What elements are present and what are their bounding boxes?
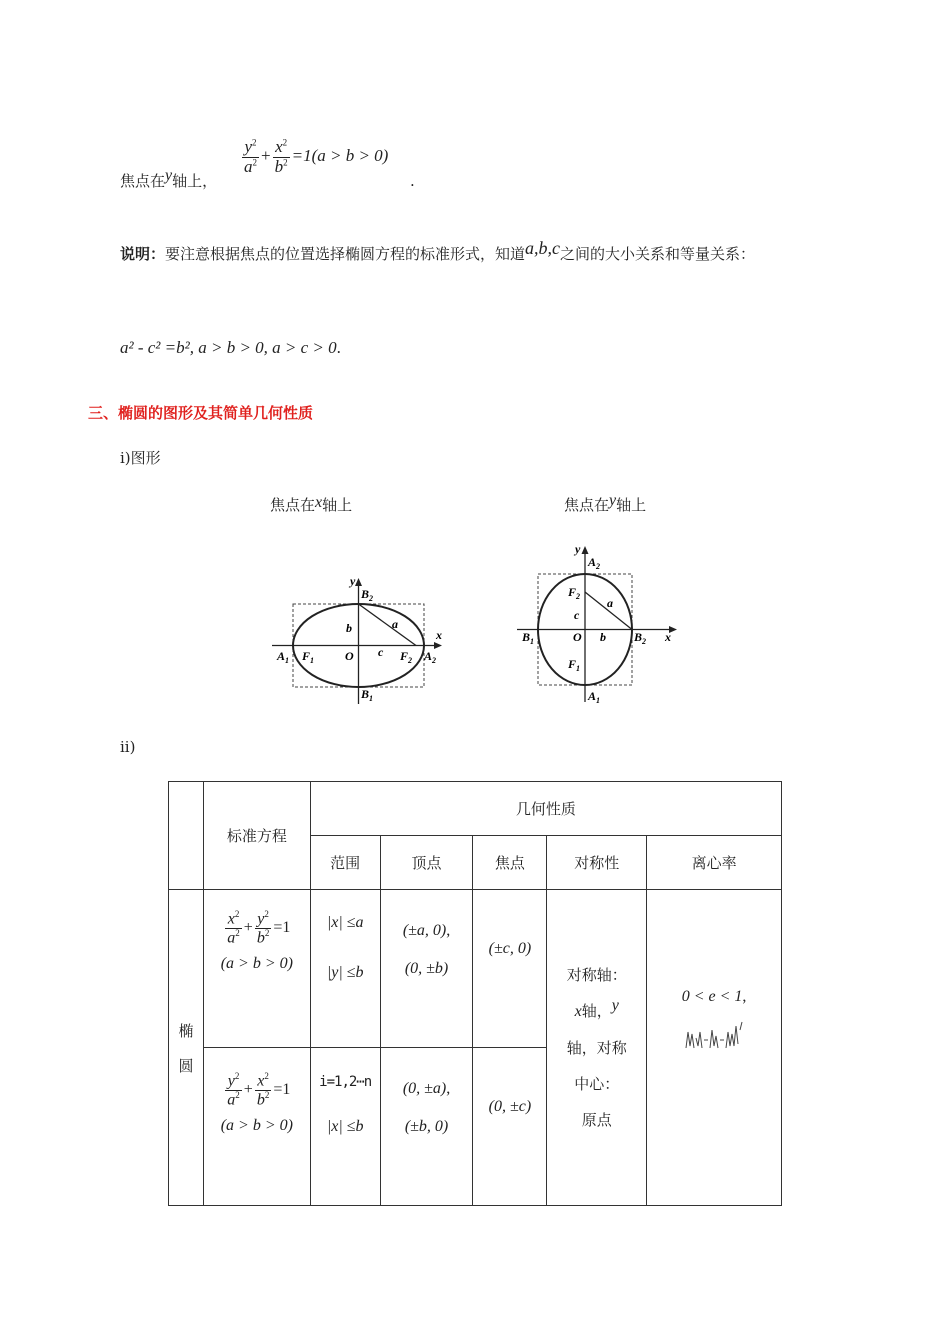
relation-equation: a² - c² =b², a > b > 0, a > c > 0. — [120, 338, 341, 357]
header-range: 范围 — [310, 836, 380, 890]
symmetry-cell: 对称轴： x轴，y 轴，对称 中心： 原点 — [547, 890, 647, 1206]
label-b: b — [600, 630, 606, 644]
focus-f1: $F_1$ — [302, 649, 315, 665]
corner-cell — [169, 782, 204, 890]
header-symmetry: 对称性 — [547, 836, 647, 890]
origin-o: O — [345, 649, 354, 663]
var-y: y — [165, 167, 173, 184]
vertex-b1: $B_1$ — [361, 687, 374, 703]
equation-y-axis: $\frac{y^2}{a^2}$ + $\frac{x^2}{b^2}$ =1(a > b > 0) — [244, 137, 389, 176]
label-c: c — [378, 645, 384, 659]
period: . — [410, 172, 415, 190]
text: 焦点在 — [120, 172, 166, 190]
note-text: 要注意根据焦点的位置选择椭圆方程的标准形式，知道 — [165, 245, 526, 263]
vertex-b2: $B_2$ — [361, 587, 374, 603]
label-a: a — [607, 596, 613, 610]
origin-o: O — [573, 630, 582, 644]
focus-f1: $F_1$ — [568, 657, 581, 673]
note-vars: a,b,c — [525, 238, 561, 258]
ellipse-y-figure — [515, 540, 685, 708]
label-c: c — [574, 608, 580, 622]
header-vertex: 顶点 — [380, 836, 473, 890]
vertex-a2: $A_2$ — [424, 649, 437, 665]
equation-y-major: $\frac{y^2}{a^2}$ + $\frac{x^2}{b^2}$ =1 (a > b > 0) — [203, 1048, 310, 1206]
focus-f2: $F_2$ — [568, 585, 581, 601]
ellipse-x-figure — [270, 570, 450, 710]
garbled-formula-image — [684, 1018, 744, 1058]
fig-y-caption: 焦点在y轴上 — [564, 492, 647, 514]
axis-x-label: x — [665, 630, 671, 644]
subsection-label: i)图形 — [120, 449, 161, 467]
axis-x-label: x — [436, 628, 442, 642]
focus-y-major: (0, ±c) — [473, 1048, 547, 1206]
axis-y-label: y — [575, 542, 581, 556]
range-y-major: i=1,2⋯n |x| ≤b — [310, 1048, 380, 1206]
label-b: b — [346, 621, 352, 635]
header-focus: 焦点 — [473, 836, 547, 890]
vertex-x-major: (±a, 0), (0, ±b) — [380, 890, 473, 1048]
note-label: 说明： — [120, 245, 166, 263]
focus-x-major: (±c, 0) — [473, 890, 547, 1048]
note-text: 之间的大小关系和等量关系： — [560, 245, 756, 263]
section-title: 三、椭圆的图形及其简单几何性质 — [88, 404, 314, 422]
vertex-b2: $B_2$ — [634, 630, 647, 646]
fig-x-caption: 焦点在x轴上 — [270, 494, 353, 514]
subsection-label: ii) — [120, 738, 136, 756]
row-label-ellipse: 椭 圆 — [169, 890, 204, 1206]
eccentricity-cell: 0 < e < 1, — [647, 890, 782, 1206]
equation-x-major: $\frac{x^2}{a^2}$ + $\frac{y^2}{b^2}$ =1 (a > b > 0) — [203, 890, 310, 1048]
header-standard-equation: 标准方程 — [203, 782, 310, 890]
header-geometric-properties: 几何性质 — [310, 782, 781, 836]
ellipse-properties-table — [168, 781, 782, 1206]
vertex-y-major: (0, ±a), (±b, 0) — [380, 1048, 473, 1206]
label-a: a — [392, 617, 398, 631]
axis-y-label: y — [350, 574, 356, 588]
header-eccentricity: 离心率 — [647, 836, 782, 890]
focus-y-line — [120, 167, 218, 191]
vertex-a2: $A_2$ — [588, 555, 601, 571]
focus-f2: $F_2$ — [400, 649, 413, 665]
vertex-a1: $A_1$ — [277, 649, 290, 665]
vertex-b1: $B_1$ — [522, 630, 535, 646]
text: 轴上， — [172, 172, 218, 190]
vertex-a1: $A_1$ — [588, 689, 601, 705]
range-x-major: |x| ≤a |y| ≤b — [310, 890, 380, 1048]
note-line — [120, 238, 756, 264]
